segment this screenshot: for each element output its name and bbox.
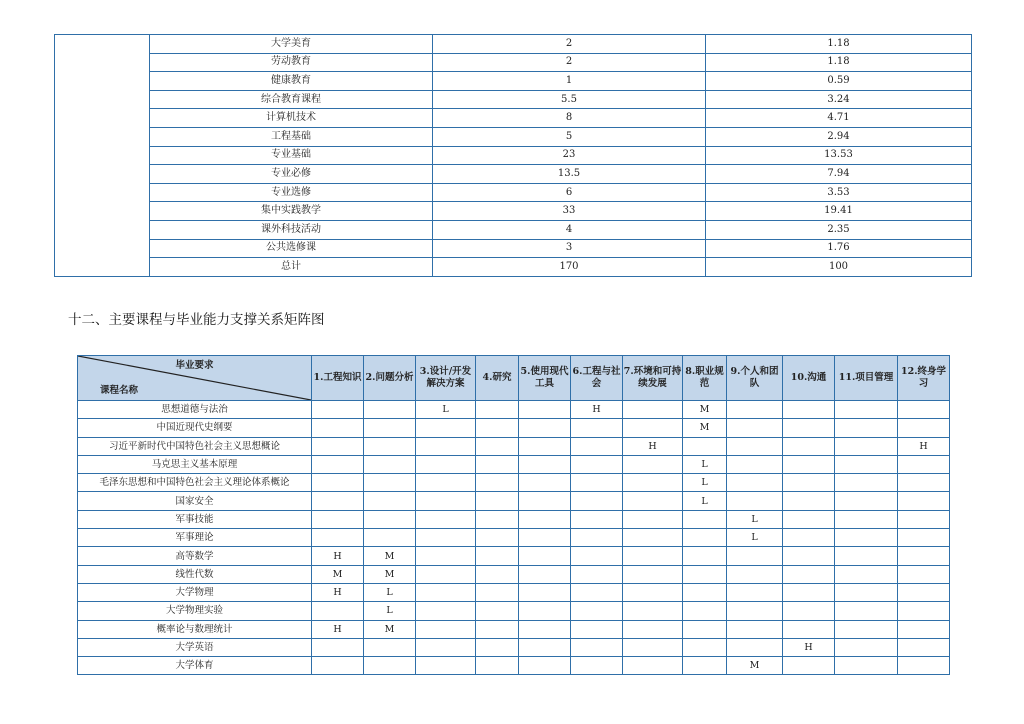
percent-cell: 1.76 <box>706 239 972 258</box>
support-level-cell <box>623 583 683 601</box>
support-level-cell <box>571 529 623 547</box>
support-level-cell <box>364 474 416 492</box>
ability-header: 6.工程与社会 <box>571 356 623 401</box>
support-level-cell <box>476 474 519 492</box>
course-type-cell: 公共选修课 <box>150 239 433 258</box>
support-level-cell <box>571 437 623 455</box>
ability-header: 2.问题分析 <box>364 356 416 401</box>
course-type-cell: 综合教育课程 <box>150 90 433 109</box>
support-level-cell <box>623 638 683 656</box>
support-level-cell <box>416 602 476 620</box>
credits-cell: 3 <box>433 239 706 258</box>
support-level-cell <box>727 401 783 419</box>
percent-cell: 2.35 <box>706 220 972 239</box>
support-level-cell <box>783 565 835 583</box>
course-name-cell: 国家安全 <box>78 492 312 510</box>
support-level-cell <box>416 547 476 565</box>
support-level-cell <box>476 547 519 565</box>
support-level-cell <box>519 492 571 510</box>
support-level-cell <box>898 474 950 492</box>
course-name-cell: 思想道德与法治 <box>78 401 312 419</box>
support-level-cell <box>683 510 727 528</box>
support-level-cell <box>683 583 727 601</box>
support-level-cell <box>898 455 950 473</box>
support-level-cell <box>835 620 898 638</box>
support-level-cell <box>476 510 519 528</box>
course-type-cell: 课外科技活动 <box>150 220 433 239</box>
support-level-cell <box>727 602 783 620</box>
support-level-cell <box>683 565 727 583</box>
support-level-cell <box>783 419 835 437</box>
table-row <box>55 239 972 258</box>
support-level-cell <box>476 401 519 419</box>
support-level-cell <box>312 437 364 455</box>
support-level-cell <box>898 657 950 675</box>
support-level-cell <box>476 419 519 437</box>
support-level-cell <box>727 455 783 473</box>
support-level-cell: M <box>683 401 727 419</box>
support-level-cell <box>519 529 571 547</box>
support-level-cell <box>835 638 898 656</box>
support-level-cell <box>898 529 950 547</box>
support-level-cell <box>623 529 683 547</box>
table-row <box>55 90 972 109</box>
support-level-cell <box>835 437 898 455</box>
support-level-cell: H <box>571 401 623 419</box>
support-level-cell <box>312 657 364 675</box>
support-level-cell <box>416 529 476 547</box>
course-type-cell: 健康教育 <box>150 72 433 91</box>
matrix-row <box>78 510 950 528</box>
matrix-row <box>78 602 950 620</box>
support-level-cell <box>476 657 519 675</box>
support-level-cell <box>835 510 898 528</box>
support-level-cell <box>623 547 683 565</box>
support-level-cell <box>571 638 623 656</box>
support-level-cell <box>898 583 950 601</box>
support-level-cell <box>783 492 835 510</box>
support-level-cell <box>476 455 519 473</box>
corner-bottom-label: 课程名称 <box>100 385 139 396</box>
support-level-cell <box>476 620 519 638</box>
support-level-cell <box>312 638 364 656</box>
percent-cell: 4.71 <box>706 109 972 128</box>
course-ability-matrix <box>77 355 950 675</box>
support-level-cell <box>727 620 783 638</box>
course-type-cell: 大学美育 <box>150 35 433 54</box>
percent-cell: 13.53 <box>706 146 972 165</box>
support-level-cell <box>623 419 683 437</box>
credit-distribution-table <box>54 34 972 277</box>
support-level-cell <box>571 510 623 528</box>
course-name-cell: 毛泽东思想和中国特色社会主义理论体系概论 <box>78 474 312 492</box>
support-level-cell <box>727 437 783 455</box>
support-level-cell: L <box>364 602 416 620</box>
support-level-cell <box>519 565 571 583</box>
support-level-cell <box>898 638 950 656</box>
support-level-cell <box>623 401 683 419</box>
support-level-cell: L <box>683 492 727 510</box>
support-level-cell <box>898 547 950 565</box>
ability-header: 1.工程知识 <box>312 356 364 401</box>
support-level-cell <box>519 474 571 492</box>
support-level-cell: H <box>312 547 364 565</box>
credits-cell: 8 <box>433 109 706 128</box>
support-level-cell <box>727 474 783 492</box>
support-level-cell <box>623 657 683 675</box>
support-level-cell <box>783 529 835 547</box>
support-level-cell: L <box>683 474 727 492</box>
matrix-row <box>78 565 950 583</box>
credits-cell: 1 <box>433 72 706 91</box>
matrix-row <box>78 419 950 437</box>
credits-cell: 33 <box>433 202 706 221</box>
support-level-cell <box>476 437 519 455</box>
course-name-cell: 中国近现代史纲要 <box>78 419 312 437</box>
support-level-cell <box>519 401 571 419</box>
support-level-cell <box>623 620 683 638</box>
support-level-cell <box>683 437 727 455</box>
support-level-cell <box>312 455 364 473</box>
percent-cell: 0.59 <box>706 72 972 91</box>
support-level-cell <box>727 492 783 510</box>
support-level-cell: L <box>727 529 783 547</box>
credits-cell: 23 <box>433 146 706 165</box>
support-level-cell: M <box>364 547 416 565</box>
support-level-cell <box>571 455 623 473</box>
support-level-cell <box>571 474 623 492</box>
support-level-cell: L <box>683 455 727 473</box>
matrix-row <box>78 474 950 492</box>
support-level-cell <box>727 638 783 656</box>
support-level-cell <box>416 455 476 473</box>
course-name-cell: 高等数学 <box>78 547 312 565</box>
support-level-cell <box>727 565 783 583</box>
course-name-cell: 习近平新时代中国特色社会主义思想概论 <box>78 437 312 455</box>
support-level-cell: H <box>312 583 364 601</box>
course-name-cell: 军事理论 <box>78 529 312 547</box>
support-level-cell <box>683 529 727 547</box>
support-level-cell <box>519 638 571 656</box>
course-name-cell: 马克思主义基本原理 <box>78 455 312 473</box>
course-name-cell: 大学物理实验 <box>78 602 312 620</box>
support-level-cell: M <box>727 657 783 675</box>
support-level-cell <box>783 583 835 601</box>
support-level-cell <box>312 474 364 492</box>
ability-header: 3.设计/开发解决方案 <box>416 356 476 401</box>
support-level-cell <box>416 620 476 638</box>
matrix-row <box>78 529 950 547</box>
percent-cell: 100 <box>706 258 972 277</box>
support-level-cell <box>364 401 416 419</box>
support-level-cell: M <box>683 419 727 437</box>
table-row <box>55 109 972 128</box>
support-level-cell <box>364 657 416 675</box>
credits-cell: 6 <box>433 183 706 202</box>
support-level-cell <box>835 455 898 473</box>
course-name-cell: 概率论与数理统计 <box>78 620 312 638</box>
support-level-cell <box>364 437 416 455</box>
support-level-cell <box>571 602 623 620</box>
support-level-cell <box>416 583 476 601</box>
support-level-cell <box>519 657 571 675</box>
ability-header: 8.职业规范 <box>683 356 727 401</box>
support-level-cell <box>312 510 364 528</box>
support-level-cell <box>519 510 571 528</box>
support-level-cell <box>835 419 898 437</box>
support-level-cell <box>835 565 898 583</box>
support-level-cell <box>683 620 727 638</box>
support-level-cell <box>727 547 783 565</box>
percent-cell: 1.18 <box>706 53 972 72</box>
support-level-cell <box>416 419 476 437</box>
support-level-cell <box>783 437 835 455</box>
support-level-cell <box>783 620 835 638</box>
table-row <box>55 220 972 239</box>
support-level-cell <box>783 657 835 675</box>
table-row <box>55 202 972 221</box>
support-level-cell <box>898 419 950 437</box>
support-level-cell <box>571 657 623 675</box>
support-level-cell <box>683 657 727 675</box>
corner-top-label: 毕业要求 <box>175 360 214 371</box>
support-level-cell <box>783 510 835 528</box>
support-level-cell <box>364 529 416 547</box>
support-level-cell <box>898 510 950 528</box>
course-name-cell: 军事技能 <box>78 510 312 528</box>
support-level-cell <box>519 437 571 455</box>
table-row <box>55 165 972 184</box>
support-level-cell <box>571 492 623 510</box>
percent-cell: 2.94 <box>706 127 972 146</box>
support-level-cell: L <box>416 401 476 419</box>
support-level-cell <box>476 638 519 656</box>
support-level-cell <box>364 638 416 656</box>
course-type-cell: 专业选修 <box>150 183 433 202</box>
support-level-cell <box>364 419 416 437</box>
matrix-row <box>78 583 950 601</box>
support-level-cell <box>835 583 898 601</box>
course-name-cell: 大学物理 <box>78 583 312 601</box>
support-level-cell: H <box>898 437 950 455</box>
matrix-row <box>78 638 950 656</box>
support-level-cell <box>783 474 835 492</box>
credits-cell: 5.5 <box>433 90 706 109</box>
support-level-cell <box>519 602 571 620</box>
category-cell <box>55 35 150 277</box>
table-row <box>55 35 972 54</box>
course-type-cell: 专业必修 <box>150 165 433 184</box>
support-level-cell <box>312 492 364 510</box>
credits-cell: 4 <box>433 220 706 239</box>
percent-cell: 3.24 <box>706 90 972 109</box>
support-level-cell <box>835 602 898 620</box>
table-row <box>55 72 972 91</box>
support-level-cell <box>835 529 898 547</box>
support-level-cell <box>683 638 727 656</box>
support-level-cell <box>783 547 835 565</box>
matrix-row <box>78 492 950 510</box>
matrix-row <box>78 437 950 455</box>
support-level-cell <box>519 455 571 473</box>
credits-cell: 2 <box>433 53 706 72</box>
support-level-cell <box>312 602 364 620</box>
support-level-cell <box>623 455 683 473</box>
support-level-cell <box>312 401 364 419</box>
support-level-cell <box>519 583 571 601</box>
support-level-cell <box>476 583 519 601</box>
support-level-cell: M <box>312 565 364 583</box>
support-level-cell <box>364 510 416 528</box>
support-level-cell <box>364 455 416 473</box>
section-heading: 十二、主要课程与毕业能力支撑关系矩阵图 <box>68 312 325 328</box>
support-level-cell <box>835 547 898 565</box>
percent-cell: 1.18 <box>706 35 972 54</box>
support-level-cell <box>727 583 783 601</box>
support-level-cell: H <box>312 620 364 638</box>
support-level-cell <box>623 602 683 620</box>
course-name-cell: 线性代数 <box>78 565 312 583</box>
support-level-cell <box>364 492 416 510</box>
support-level-cell <box>898 602 950 620</box>
support-level-cell <box>623 474 683 492</box>
course-type-cell: 工程基础 <box>150 127 433 146</box>
table-row <box>55 183 972 202</box>
support-level-cell <box>898 492 950 510</box>
ability-header: 7.环境和可持续发展 <box>623 356 683 401</box>
matrix-row <box>78 401 950 419</box>
support-level-cell <box>683 547 727 565</box>
support-level-cell <box>835 401 898 419</box>
course-name-cell: 大学体育 <box>78 657 312 675</box>
matrix-row <box>78 547 950 565</box>
table-row <box>55 146 972 165</box>
matrix-row <box>78 455 950 473</box>
percent-cell: 7.94 <box>706 165 972 184</box>
support-level-cell: L <box>727 510 783 528</box>
support-level-cell <box>571 565 623 583</box>
ability-header: 10.沟通 <box>783 356 835 401</box>
support-level-cell <box>783 455 835 473</box>
support-level-cell <box>898 401 950 419</box>
support-level-cell <box>416 510 476 528</box>
matrix-row <box>78 657 950 675</box>
course-type-cell: 总计 <box>150 258 433 277</box>
credits-cell: 170 <box>433 258 706 277</box>
percent-cell: 3.53 <box>706 183 972 202</box>
ability-header: 11.项目管理 <box>835 356 898 401</box>
support-level-cell: H <box>623 437 683 455</box>
support-level-cell <box>571 419 623 437</box>
support-level-cell <box>416 638 476 656</box>
support-level-cell <box>476 565 519 583</box>
support-level-cell <box>416 437 476 455</box>
support-level-cell <box>727 419 783 437</box>
course-name-cell: 大学英语 <box>78 638 312 656</box>
credits-cell: 13.5 <box>433 165 706 184</box>
support-level-cell <box>571 547 623 565</box>
ability-header: 5.使用现代工具 <box>519 356 571 401</box>
support-level-cell <box>312 529 364 547</box>
support-level-cell: H <box>783 638 835 656</box>
table-row <box>55 127 972 146</box>
support-level-cell <box>623 510 683 528</box>
support-level-cell <box>519 620 571 638</box>
support-level-cell <box>416 657 476 675</box>
ability-header: 12.终身学习 <box>898 356 950 401</box>
support-level-cell <box>783 602 835 620</box>
course-type-cell: 劳动教育 <box>150 53 433 72</box>
support-level-cell <box>623 492 683 510</box>
support-level-cell <box>312 419 364 437</box>
support-level-cell <box>519 547 571 565</box>
support-level-cell <box>683 602 727 620</box>
support-level-cell: L <box>364 583 416 601</box>
credits-cell: 2 <box>433 35 706 54</box>
support-level-cell <box>835 474 898 492</box>
support-level-cell <box>835 657 898 675</box>
support-level-cell: M <box>364 565 416 583</box>
support-level-cell <box>835 492 898 510</box>
support-level-cell <box>476 529 519 547</box>
support-level-cell <box>416 492 476 510</box>
table-row <box>55 53 972 72</box>
support-level-cell <box>571 620 623 638</box>
matrix-corner-header <box>78 356 312 401</box>
support-level-cell <box>519 419 571 437</box>
support-level-cell <box>416 565 476 583</box>
course-type-cell: 专业基础 <box>150 146 433 165</box>
matrix-row <box>78 620 950 638</box>
support-level-cell <box>898 620 950 638</box>
ability-header: 9.个人和团队 <box>727 356 783 401</box>
support-level-cell: M <box>364 620 416 638</box>
percent-cell: 19.41 <box>706 202 972 221</box>
ability-header: 4.研究 <box>476 356 519 401</box>
total-row <box>55 258 972 277</box>
credits-cell: 5 <box>433 127 706 146</box>
support-level-cell <box>623 565 683 583</box>
support-level-cell <box>783 401 835 419</box>
support-level-cell <box>416 474 476 492</box>
support-level-cell <box>571 583 623 601</box>
course-type-cell: 计算机技术 <box>150 109 433 128</box>
support-level-cell <box>898 565 950 583</box>
support-level-cell <box>476 602 519 620</box>
course-type-cell: 集中实践教学 <box>150 202 433 221</box>
support-level-cell <box>476 492 519 510</box>
